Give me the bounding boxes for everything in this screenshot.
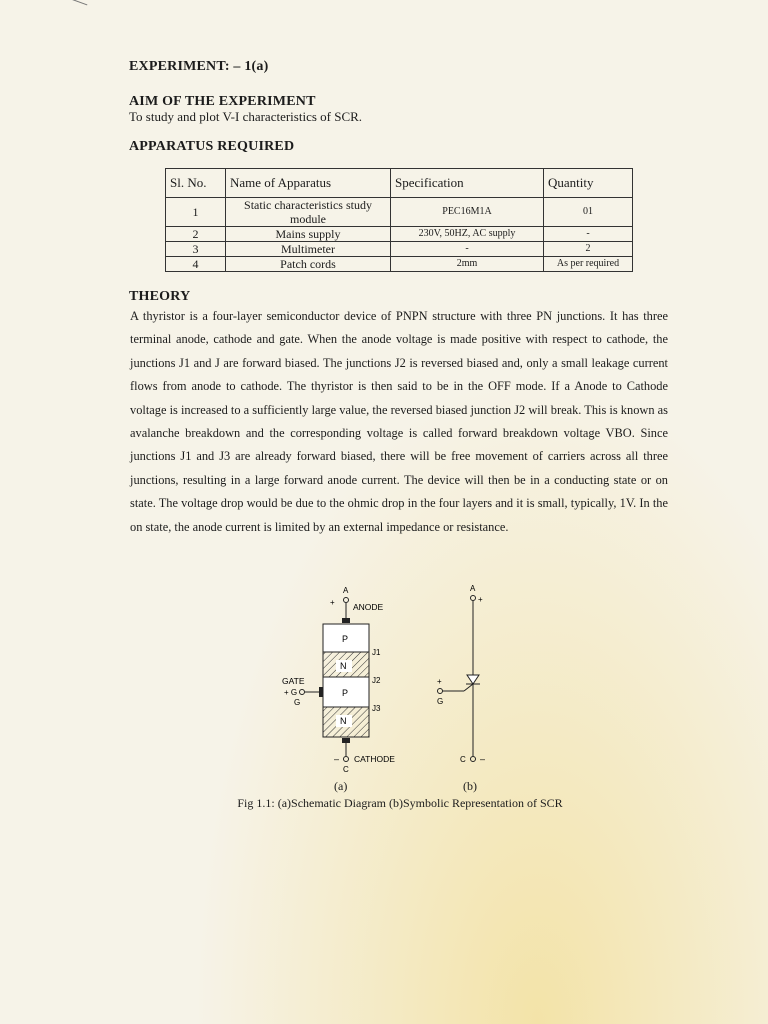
symbol-sub-label: (b) (463, 779, 477, 793)
table-row (166, 198, 633, 227)
symbol-cathode-terminal (471, 757, 476, 762)
theory-text: A thyristor is a four-layer semiconductor device of PNPN structure with three PN junctions. It has three terminal anode, cathode and gate. When the anode voltage is made positive with respect to cathode, the junctions J1 and J are forward biased. The junctions J2 is reversed biased and, only a small leakage current flows from anode to cathode. The thyristor is then said to be in the OFF mode. If a Anode to Cathode voltage is increased to a sufficiently large value, the reversed biased junction J2 will break. This is known as avalanche breakdown and the corresponding voltage is called forward breakdown voltage VBO. Since junctions J1 and J3 are already forward biased, there will be free movement of carriers across all three junctions, resulting in a large forward anode current. The device will then be in a conducting state or on state. The voltage drop would be due to the ohmic drop in the four layers and it is small, typically, 1V. In the on state, the anode current is limited by an external impedance or resistance. (130, 309, 668, 534)
cell-name: Mains supply (226, 227, 391, 242)
cell-slno: 2 (166, 227, 226, 242)
cathode-letter: C (343, 765, 349, 774)
theory-heading: THEORY (129, 289, 191, 304)
anode-label: ANODE (353, 602, 384, 612)
symbol-gate-letter: G (437, 697, 444, 706)
thyristor-triangle-icon (467, 675, 479, 684)
gate-terminal (300, 690, 305, 695)
col-header-specification: Specification (391, 169, 544, 198)
col-header-quantity: Quantity (544, 169, 633, 198)
scr-symbol (437, 584, 485, 764)
col-header-name: Name of Apparatus (226, 169, 391, 198)
schematic-sub-label: (a) (334, 779, 348, 793)
gate-letter: G (294, 698, 301, 707)
schematic-anode-letter: A (343, 586, 349, 595)
cell-specification: 2mm (391, 257, 544, 272)
apparatus-heading: APPARATUS REQUIRED (129, 139, 295, 154)
gate-label: GATE (282, 676, 305, 686)
cell-name: Multimeter (226, 242, 391, 257)
junction-j1: J1 (372, 648, 381, 657)
symbol-gate-plus: + (437, 677, 442, 686)
layer-p1-label: P (342, 634, 349, 644)
symbol-anode-letter: A (470, 584, 476, 593)
layer-n1-label: N (340, 661, 347, 671)
table-row (166, 257, 633, 272)
cell-quantity: - (544, 227, 633, 242)
layer-n2-label: N (340, 716, 347, 726)
cathode-terminal (344, 757, 349, 762)
experiment-title: EXPERIMENT: – 1(a) (129, 59, 269, 74)
cell-name: Patch cords (226, 257, 391, 272)
cell-slno: 3 (166, 242, 226, 257)
table-row (166, 242, 633, 257)
cell-quantity: As per required (544, 257, 633, 272)
cell-slno: 1 (166, 198, 226, 227)
symbol-cathode-text: C (460, 755, 466, 764)
cathode-minus: – (334, 754, 340, 764)
apparatus-table (165, 168, 633, 272)
gate-terminal-label: + G (284, 688, 298, 697)
aim-text: To study and plot V-I characteristics of SCR. (129, 109, 363, 124)
symbol-cathode-minus: – (480, 754, 486, 764)
layer-p2-label: P (342, 688, 349, 698)
scr-figure (270, 580, 530, 780)
cell-slno: 4 (166, 257, 226, 272)
anode-terminal (344, 598, 349, 603)
cathode-contact (342, 738, 350, 743)
schematic-anode-plus: + (330, 598, 335, 607)
cell-specification: - (391, 242, 544, 257)
table-header-row (166, 169, 633, 198)
figure-caption: Fig 1.1: (a)Schematic Diagram (b)Symbolic Representation of SCR (237, 796, 563, 810)
table-row (166, 227, 633, 242)
scan-mark (63, 0, 88, 5)
cell-specification: 230V, 50HZ, AC supply (391, 227, 544, 242)
col-header-slno: Sl. No. (166, 169, 226, 198)
gate-contact (319, 687, 323, 697)
cell-quantity: 2 (544, 242, 633, 257)
schematic-diagram (282, 586, 395, 774)
symbol-anode-plus: + (478, 595, 483, 604)
cell-quantity: 01 (544, 198, 633, 227)
symbol-anode-terminal (471, 596, 476, 601)
junction-j2: J2 (372, 676, 381, 685)
cell-specification: PEC16M1A (391, 198, 544, 227)
junction-j3: J3 (372, 704, 381, 713)
aim-heading: AIM OF THE EXPERIMENT (129, 94, 316, 109)
cell-name: Static characteristics study module (226, 198, 391, 227)
cathode-label: CATHODE (354, 754, 395, 764)
anode-contact (342, 618, 350, 623)
symbol-gate-terminal (438, 689, 443, 694)
theory-body (130, 305, 668, 539)
symbol-gate-lead-diag (464, 684, 473, 691)
